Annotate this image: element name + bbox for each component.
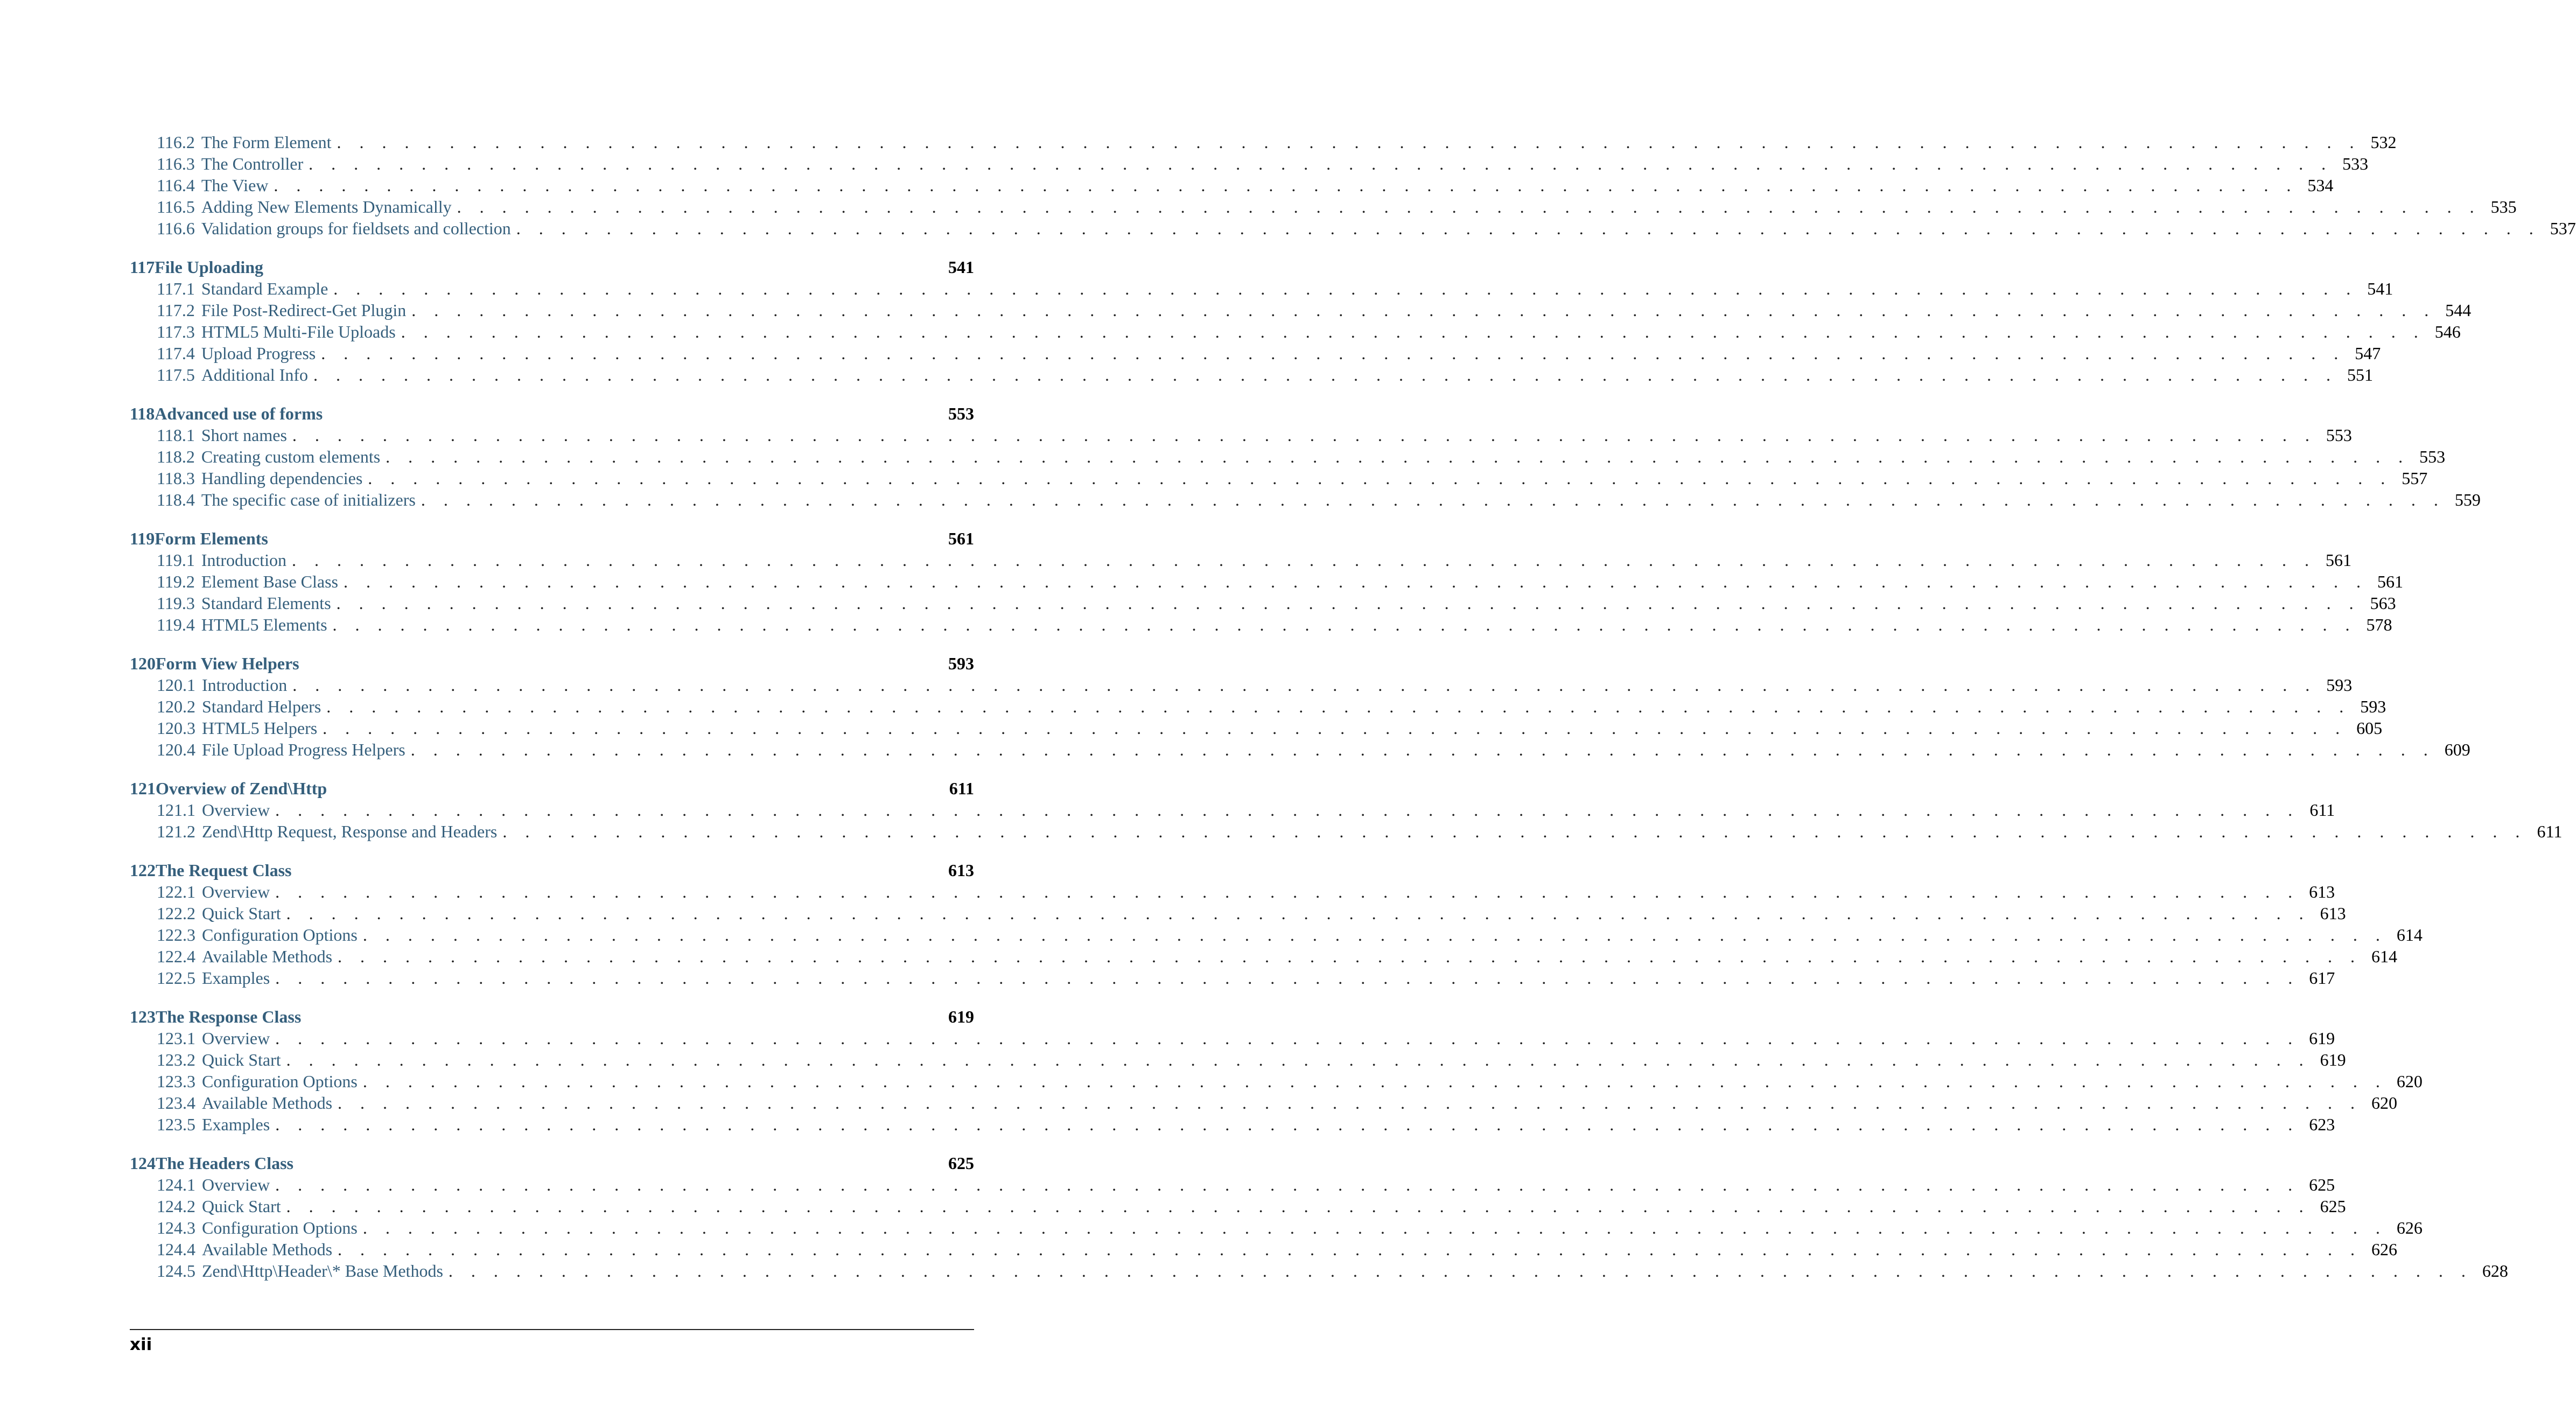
section-title-link[interactable]: File Post-Redirect-Get Plugin <box>201 300 407 320</box>
section-number[interactable]: 118.4 <box>157 490 195 509</box>
dot-leader: . . . . . . . . . . . . . . . . . . . . . . . . . . . . . . . . . . . . . . . . . . . . . . . . . . . . . . . . . . . . . . . . . . . . . . . . . . . . . . . . . . . . . . . . . . <box>362 1218 2387 1237</box>
section-number[interactable]: 122.2 <box>157 904 195 923</box>
section-number[interactable]: 116.4 <box>157 176 195 195</box>
dot-leader: . . . . . . . . . . . . . . . . . . . . . . . . . . . . . . . . . . . . . . . . . . . . . . . . . . . . . . . . . . . . . . . . . . . . . . . . . . . . . . . . . . . . . . . . . . <box>337 132 2361 152</box>
footer-rule <box>130 1329 974 1330</box>
dot-leader: . . . . . . . . . . . . . . . . . . . . . . . . . . . . . . . . . . . . . . . . . . . . . . . . . . . . . . . . . . . . . . . . . . . . . . . . . . . . . . . . . . . . . . . . . . <box>457 197 2481 216</box>
section-page-number: 620 <box>2371 1093 2398 1113</box>
section-page-number: 551 <box>2347 365 2373 384</box>
section-page-number: 541 <box>2367 279 2393 298</box>
section-page-number: 609 <box>2444 740 2470 759</box>
section-page-number: 619 <box>2320 1050 2346 1069</box>
dot-leader: . . . . . . . . . . . . . . . . . . . . . . . . . . . . . . . . . . . . . . . . . . . . . . . . . . . . . . . . . . . . . . . . . . . . . . . . . . . . . . . . . . . . . . . . . . <box>323 718 2347 738</box>
toc-section-entry[interactable] <box>130 196 2517 218</box>
section-title-link[interactable]: HTML5 Multi-File Uploads <box>201 322 396 341</box>
dot-leader: . . . . . . . . . . . . . . . . . . . . . . . . . . . . . . . . . . . . . . . . . . . . . . . . . . . . . . . . . . . . . . . . . . . . . . . . . . . . . . . . . . . . . . . . . . <box>338 1240 2362 1259</box>
section-page-number: 537 <box>2550 219 2576 238</box>
toc-section-entry[interactable] <box>130 881 2335 903</box>
section-page-number: 578 <box>2366 615 2392 634</box>
toc-section-entry[interactable] <box>130 592 2396 614</box>
section-number[interactable]: 123.4 <box>157 1093 195 1113</box>
toc-section-entry[interactable] <box>130 614 2392 635</box>
section-page-number: 561 <box>2326 550 2351 570</box>
dot-leader: . . . . . . . . . . . . . . . . . . . . . . . . . . . . . . . . . . . . . . . . . . . . . . . . . . . . . . . . . . . . . . . . . . . . . . . . . . . . . . . . . . . . . . . . . . <box>502 822 2527 841</box>
toc-section-entry[interactable] <box>130 1092 2398 1114</box>
section-page-number: 532 <box>2370 132 2397 152</box>
toc-section-entry[interactable] <box>130 571 2403 592</box>
toc-chapter-heading[interactable] <box>130 403 974 424</box>
chapter-page-number: 625 <box>948 1153 974 1173</box>
toc-section-entry[interactable] <box>130 739 2470 760</box>
section-title-link[interactable]: Standard Example <box>201 279 328 298</box>
toc-section-entry[interactable] <box>130 467 2428 489</box>
section-number[interactable]: 117.2 <box>157 300 195 320</box>
section-title-link[interactable]: HTML5 Helpers <box>202 718 318 738</box>
section-title-link[interactable]: Available Methods <box>202 1093 333 1113</box>
section-page-number: 533 <box>2342 154 2369 173</box>
section-number[interactable]: 117.1 <box>157 279 195 298</box>
section-page-number: 546 <box>2434 322 2461 341</box>
chapter-title-link[interactable]: 124The Headers Class <box>130 1153 293 1173</box>
toc-chapter-heading[interactable] <box>130 778 974 799</box>
section-number[interactable]: 122.3 <box>157 925 195 945</box>
section-number[interactable]: 123.3 <box>157 1072 195 1091</box>
section-number[interactable]: 119.4 <box>157 615 195 634</box>
dot-leader: . . . . . . . . . . . . . . . . . . . . . . . . . . . . . . . . . . . . . . . . . . . . . . . . . . . . . . . . . . . . . . . . . . . . . . . . . . . . . . . . . . . . . . . . . . <box>516 219 2540 238</box>
section-number[interactable]: 123.2 <box>157 1050 195 1069</box>
section-title-link[interactable]: Adding New Elements Dynamically <box>201 197 452 216</box>
toc-chapter <box>130 1006 2423 1135</box>
dot-leader: . . . . . . . . . . . . . . . . . . . . . . . . . . . . . . . . . . . . . . . . . . . . . . . . . . . . . . . . . . . . . . . . . . . . . . . . . . . . . . . . . . . . . . . . . . <box>343 572 2368 591</box>
section-title-link[interactable]: Creating custom elements <box>201 447 381 466</box>
section-title-link[interactable]: File Upload Progress Helpers <box>202 740 405 759</box>
section-page-number: 626 <box>2396 1218 2423 1237</box>
toc-chapter <box>130 1152 2508 1282</box>
chapter-page-number: 613 <box>948 861 974 880</box>
toc-section-entry[interactable] <box>130 674 2353 696</box>
section-page-number: 628 <box>2482 1261 2508 1281</box>
section-title-link[interactable]: Zend\Http\Header\* Base Methods <box>202 1261 443 1281</box>
section-title-link[interactable]: Zend\Http Request, Response and Headers <box>202 822 498 841</box>
section-number[interactable]: 118.2 <box>157 447 195 466</box>
section-number[interactable]: 121.2 <box>157 822 195 841</box>
toc-section-entry[interactable] <box>130 342 2381 364</box>
section-number[interactable]: 119.2 <box>157 572 195 591</box>
section-title-link[interactable]: Available Methods <box>202 1240 333 1259</box>
chapter-title-link[interactable]: 122The Request Class <box>130 861 292 880</box>
toc-section-entry[interactable] <box>130 821 2563 842</box>
section-page-number: 614 <box>2396 925 2423 945</box>
chapter-page-number: 541 <box>948 257 974 277</box>
dot-leader: . . . . . . . . . . . . . . . . . . . . . . . . . . . . . . . . . . . . . . . . . . . . . . . . . . . . . . . . . . . . . . . . . . . . . . . . . . . . . . . . . . . . . . . . . . <box>362 1072 2387 1091</box>
section-title-link[interactable]: Validation groups for fieldsets and collection <box>201 219 511 238</box>
section-number[interactable]: 116.5 <box>157 197 195 216</box>
toc-section-entry[interactable] <box>130 1239 2398 1260</box>
toc-section-entry[interactable] <box>130 1071 2423 1092</box>
dot-leader: . . . . . . . . . . . . . . . . . . . . . . . . . . . . . . . . . . . . . . . . . . . . . . . . . . . . . . . . . . . . . . . . . . . . . . . . . . . . . . . . . . . . . . . . . . <box>286 1050 2311 1069</box>
section-page-number: 619 <box>2309 1029 2335 1048</box>
toc-section-entry[interactable] <box>130 696 2386 717</box>
toc-section-entry[interactable] <box>130 299 2472 321</box>
section-title-link[interactable]: The Controller <box>201 154 304 173</box>
section-title-link[interactable]: Overview <box>202 882 270 901</box>
section-page-number: 553 <box>2326 425 2352 445</box>
toc-chapter <box>130 131 2576 239</box>
dot-leader: . . . . . . . . . . . . . . . . . . . . . . . . . . . . . . . . . . . . . . . . . . . . . . . . . . . . . . . . . . . . . . . . . . . . . . . . . . . . . . . . . . . . . . . . . . <box>410 740 2435 759</box>
section-number[interactable]: 117.5 <box>157 365 195 384</box>
section-page-number: 561 <box>2377 572 2403 591</box>
section-title-link[interactable]: Configuration Options <box>202 1218 358 1237</box>
toc-section-entry[interactable] <box>130 174 2334 196</box>
section-page-number: 593 <box>2360 697 2386 716</box>
section-number[interactable]: 122.1 <box>157 882 195 901</box>
toc-section-entry[interactable] <box>130 549 2351 571</box>
section-title-link[interactable]: Overview <box>202 1175 270 1194</box>
section-page-number: 620 <box>2396 1072 2423 1091</box>
section-number[interactable]: 117.3 <box>157 322 195 341</box>
section-page-number: 557 <box>2402 468 2428 488</box>
toc-chapter <box>130 653 2470 760</box>
section-number[interactable]: 120.2 <box>157 697 195 716</box>
toc-section-entry[interactable] <box>130 1114 2335 1135</box>
section-page-number: 534 <box>2307 176 2334 195</box>
section-page-number: 553 <box>2419 447 2446 466</box>
dot-leader: . . . . . . . . . . . . . . . . . . . . . . . . . . . . . . . . . . . . . . . . . . . . . . . . . . . . . . . . . . . . . . . . . . . . . . . . . . . . . . . . . . . . . . . . . . <box>411 300 2436 320</box>
dot-leader: . . . . . . . . . . . . . . . . . . . . . . . . . . . . . . . . . . . . . . . . . . . . . . . . . . . . . . . . . . . . . . . . . . . . . . . . . . . . . . . . . . . . . . . . . . <box>336 593 2361 613</box>
dot-leader: . . . . . . . . . . . . . . . . . . . . . . . . . . . . . . . . . . . . . . . . . . . . . . . . . . . . . . . . . . . . . . . . . . . . . . . . . . . . . . . . . . . . . . . . . . <box>448 1261 2473 1281</box>
toc-section-entry[interactable] <box>130 218 2576 239</box>
section-page-number: 613 <box>2320 904 2346 923</box>
toc-chapter <box>130 859 2423 989</box>
dot-leader: . . . . . . . . . . . . . . . . . . . . . . . . . . . . . . . . . . . . . . . . . . . . . . . . . . . . . . . . . . . . . . . . . . . . . . . . . . . . . . . . . . . . . . . . . . <box>401 322 2425 341</box>
chapter-title-link[interactable]: 121Overview of Zend\Http <box>130 779 327 798</box>
toc-section-entry[interactable] <box>130 321 2461 342</box>
toc-chapter-heading[interactable] <box>130 859 974 881</box>
toc-section-entry[interactable] <box>130 131 2397 153</box>
dot-leader: . . . . . . . . . . . . . . . . . . . . . . . . . . . . . . . . . . . . . . . . . . . . . . . . . . . . . . . . . . . . . . . . . . . . . . . . . . . . . . . . . . . . . . . . . . <box>275 1175 2300 1194</box>
toc-section-entry[interactable] <box>130 1260 2508 1282</box>
dot-leader: . . . . . . . . . . . . . . . . . . . . . . . . . . . . . . . . . . . . . . . . . . . . . . . . . . . . . . . . . . . . . . . . . . . . . . . . . . . . . . . . . . . . . . . . . . <box>275 968 2300 988</box>
section-title-link[interactable]: HTML5 Elements <box>201 615 327 634</box>
toc-section-entry[interactable] <box>130 489 2481 510</box>
section-number[interactable]: 116.2 <box>157 132 195 152</box>
dot-leader: . . . . . . . . . . . . . . . . . . . . . . . . . . . . . . . . . . . . . . . . . . . . . . . . . . . . . . . . . . . . . . . . . . . . . . . . . . . . . . . . . . . . . . . . . . <box>275 1029 2300 1048</box>
section-number[interactable]: 118.3 <box>157 468 195 488</box>
chapter-page-number: 561 <box>948 529 974 548</box>
toc-section-entry[interactable] <box>130 967 2335 989</box>
toc-section-entry[interactable] <box>130 364 2373 386</box>
chapter-title-link[interactable]: 118Advanced use of forms <box>130 404 323 423</box>
toc-section-entry[interactable] <box>130 446 2446 467</box>
section-number[interactable]: 124.2 <box>157 1197 195 1216</box>
section-page-number: 623 <box>2309 1115 2335 1134</box>
section-title-link[interactable]: Element Base Class <box>201 572 338 591</box>
dot-leader: . . . . . . . . . . . . . . . . . . . . . . . . . . . . . . . . . . . . . . . . . . . . . . . . . . . . . . . . . . . . . . . . . . . . . . . . . . . . . . . . . . . . . . . . . . <box>292 425 2316 445</box>
toc-section-entry[interactable] <box>130 799 2335 821</box>
toc-chapter-heading[interactable] <box>130 256 974 278</box>
section-number[interactable]: 119.1 <box>157 550 195 570</box>
dot-leader: . . . . . . . . . . . . . . . . . . . . . . . . . . . . . . . . . . . . . . . . . . . . . . . . . . . . . . . . . . . . . . . . . . . . . . . . . . . . . . . . . . . . . . . . . . <box>338 947 2362 966</box>
section-page-number: 625 <box>2320 1197 2346 1216</box>
section-title-link[interactable]: Additional Info <box>201 365 308 384</box>
section-number[interactable]: 119.3 <box>157 593 195 613</box>
toc-section-entry[interactable] <box>130 1174 2335 1195</box>
chapter-page-number: 593 <box>948 654 974 673</box>
toc-chapter-heading[interactable] <box>130 1006 974 1027</box>
section-page-number: 614 <box>2371 947 2398 966</box>
section-title-link[interactable]: The View <box>201 176 269 195</box>
toc-chapter <box>130 528 2403 635</box>
section-title-link[interactable]: Examples <box>202 968 270 988</box>
dot-leader: . . . . . . . . . . . . . . . . . . . . . . . . . . . . . . . . . . . . . . . . . . . . . . . . . . . . . . . . . . . . . . . . . . . . . . . . . . . . . . . . . . . . . . . . . . <box>321 344 2346 363</box>
section-page-number: 535 <box>2490 197 2517 216</box>
toc-section-entry[interactable] <box>130 1195 2346 1217</box>
section-page-number: 613 <box>2309 882 2335 901</box>
section-title-link[interactable]: Introduction <box>201 550 286 570</box>
footer-page-number: xii <box>130 1335 152 1354</box>
dot-leader: . . . . . . . . . . . . . . . . . . . . . . . . . . . . . . . . . . . . . . . . . . . . . . . . . . . . . . . . . . . . . . . . . . . . . . . . . . . . . . . . . . . . . . . . . . <box>275 1115 2300 1134</box>
section-page-number: 593 <box>2326 675 2353 695</box>
dot-leader: . . . . . . . . . . . . . . . . . . . . . . . . . . . . . . . . . . . . . . . . . . . . . . . . . . . . . . . . . . . . . . . . . . . . . . . . . . . . . . . . . . . . . . . . . . <box>326 697 2351 716</box>
section-page-number: 626 <box>2371 1240 2398 1259</box>
chapter-page-number: 553 <box>948 404 974 423</box>
dot-leader: . . . . . . . . . . . . . . . . . . . . . . . . . . . . . . . . . . . . . . . . . . . . . . . . . . . . . . . . . . . . . . . . . . . . . . . . . . . . . . . . . . . . . . . . . . <box>368 468 2392 488</box>
section-title-link[interactable]: Standard Elements <box>201 593 331 613</box>
section-number[interactable]: 117.4 <box>157 344 195 363</box>
chapter-title-link[interactable]: 120Form View Helpers <box>130 654 299 673</box>
dot-leader: . . . . . . . . . . . . . . . . . . . . . . . . . . . . . . . . . . . . . . . . . . . . . . . . . . . . . . . . . . . . . . . . . . . . . . . . . . . . . . . . . . . . . . . . . . <box>332 615 2357 634</box>
section-title-link[interactable]: Quick Start <box>202 1050 281 1069</box>
section-title-link[interactable]: Upload Progress <box>201 344 316 363</box>
section-title-link[interactable]: Short names <box>201 425 287 445</box>
section-number[interactable]: 118.1 <box>157 425 195 445</box>
dot-leader: . . . . . . . . . . . . . . . . . . . . . . . . . . . . . . . . . . . . . . . . . . . . . . . . . . . . . . . . . . . . . . . . . . . . . . . . . . . . . . . . . . . . . . . . . . <box>286 1197 2311 1216</box>
section-page-number: 559 <box>2454 490 2481 509</box>
toc-section-entry[interactable] <box>130 278 2393 299</box>
chapter-title-link[interactable]: 119Form Elements <box>130 529 268 548</box>
toc-section-entry[interactable] <box>130 1049 2346 1071</box>
dot-leader: . . . . . . . . . . . . . . . . . . . . . . . . . . . . . . . . . . . . . . . . . . . . . . . . . . . . . . . . . . . . . . . . . . . . . . . . . . . . . . . . . . . . . . . . . . <box>292 550 2316 570</box>
section-title-link[interactable]: Introduction <box>202 675 288 695</box>
section-title-link[interactable]: Handling dependencies <box>201 468 363 488</box>
dot-leader: . . . . . . . . . . . . . . . . . . . . . . . . . . . . . . . . . . . . . . . . . . . . . . . . . . . . . . . . . . . . . . . . . . . . . . . . . . . . . . . . . . . . . . . . . . <box>362 925 2387 945</box>
toc-section-entry[interactable] <box>130 1027 2335 1049</box>
section-number[interactable]: 120.1 <box>157 675 195 695</box>
section-number[interactable]: 116.3 <box>157 154 195 173</box>
dot-leader: . . . . . . . . . . . . . . . . . . . . . . . . . . . . . . . . . . . . . . . . . . . . . . . . . . . . . . . . . . . . . . . . . . . . . . . . . . . . . . . . . . . . . . . . . . <box>421 490 2445 509</box>
section-page-number: 605 <box>2356 718 2383 738</box>
section-title-link[interactable]: Examples <box>202 1115 270 1134</box>
section-number[interactable]: 116.6 <box>157 219 195 238</box>
section-number[interactable]: 120.4 <box>157 740 195 759</box>
section-page-number: 547 <box>2355 344 2381 363</box>
dot-leader: . . . . . . . . . . . . . . . . . . . . . . . . . . . . . . . . . . . . . . . . . . . . . . . . . . . . . . . . . . . . . . . . . . . . . . . . . . . . . . . . . . . . . . . . . . <box>274 176 2298 195</box>
dot-leader: . . . . . . . . . . . . . . . . . . . . . . . . . . . . . . . . . . . . . . . . . . . . . . . . . . . . . . . . . . . . . . . . . . . . . . . . . . . . . . . . . . . . . . . . . . <box>292 675 2317 695</box>
section-page-number: 611 <box>2309 800 2335 820</box>
dot-leader: . . . . . . . . . . . . . . . . . . . . . . . . . . . . . . . . . . . . . . . . . . . . . . . . . . . . . . . . . . . . . . . . . . . . . . . . . . . . . . . . . . . . . . . . . . <box>333 279 2358 298</box>
section-title-link[interactable]: Overview <box>202 1029 270 1048</box>
toc-chapter-heading[interactable] <box>130 653 974 674</box>
toc-chapter <box>130 403 2481 510</box>
dot-leader: . . . . . . . . . . . . . . . . . . . . . . . . . . . . . . . . . . . . . . . . . . . . . . . . . . . . . . . . . . . . . . . . . . . . . . . . . . . . . . . . . . . . . . . . . . <box>275 800 2300 820</box>
section-title-link[interactable]: Quick Start <box>202 904 281 923</box>
toc-section-entry[interactable] <box>130 1217 2423 1239</box>
toc-section-entry[interactable] <box>130 424 2352 446</box>
toc-chapter <box>130 778 2563 842</box>
section-number[interactable]: 124.4 <box>157 1240 195 1259</box>
section-number[interactable]: 121.1 <box>157 800 195 820</box>
section-title-link[interactable]: Configuration Options <box>202 925 358 945</box>
chapter-title-link[interactable]: 117File Uploading <box>130 257 264 277</box>
table-of-contents <box>130 131 2576 1299</box>
toc-section-entry[interactable] <box>130 717 2383 739</box>
section-title-link[interactable]: The Form Element <box>201 132 332 152</box>
dot-leader: . . . . . . . . . . . . . . . . . . . . . . . . . . . . . . . . . . . . . . . . . . . . . . . . . . . . . . . . . . . . . . . . . . . . . . . . . . . . . . . . . . . . . . . . . . <box>338 1093 2362 1113</box>
section-number[interactable]: 120.3 <box>157 718 195 738</box>
chapter-page-number: 611 <box>949 779 974 798</box>
dot-leader: . . . . . . . . . . . . . . . . . . . . . . . . . . . . . . . . . . . . . . . . . . . . . . . . . . . . . . . . . . . . . . . . . . . . . . . . . . . . . . . . . . . . . . . . . . <box>309 154 2333 173</box>
dot-leader: . . . . . . . . . . . . . . . . . . . . . . . . . . . . . . . . . . . . . . . . . . . . . . . . . . . . . . . . . . . . . . . . . . . . . . . . . . . . . . . . . . . . . . . . . . <box>286 904 2311 923</box>
section-title-link[interactable]: Overview <box>202 800 270 820</box>
section-page-number: 563 <box>2370 593 2396 613</box>
toc-chapter <box>130 256 2472 386</box>
toc-section-entry[interactable] <box>130 903 2346 924</box>
dot-leader: . . . . . . . . . . . . . . . . . . . . . . . . . . . . . . . . . . . . . . . . . . . . . . . . . . . . . . . . . . . . . . . . . . . . . . . . . . . . . . . . . . . . . . . . . . <box>386 447 2410 466</box>
section-number[interactable]: 124.1 <box>157 1175 195 1194</box>
toc-chapter-heading[interactable] <box>130 1152 974 1174</box>
toc-section-entry[interactable] <box>130 946 2398 967</box>
section-number[interactable]: 122.5 <box>157 968 195 988</box>
chapter-title-link[interactable]: 123The Response Class <box>130 1007 302 1026</box>
toc-section-entry[interactable] <box>130 153 2369 174</box>
section-page-number: 611 <box>2537 822 2563 841</box>
section-number[interactable]: 122.4 <box>157 947 195 966</box>
section-number[interactable]: 123.5 <box>157 1115 195 1134</box>
toc-section-entry[interactable] <box>130 924 2423 946</box>
section-number[interactable]: 124.5 <box>157 1261 195 1281</box>
section-number[interactable]: 124.3 <box>157 1218 195 1237</box>
section-title-link[interactable]: Available Methods <box>202 947 333 966</box>
section-title-link[interactable]: Configuration Options <box>202 1072 358 1091</box>
section-title-link[interactable]: The specific case of initializers <box>201 490 416 509</box>
dot-leader: . . . . . . . . . . . . . . . . . . . . . . . . . . . . . . . . . . . . . . . . . . . . . . . . . . . . . . . . . . . . . . . . . . . . . . . . . . . . . . . . . . . . . . . . . . <box>313 365 2337 384</box>
section-title-link[interactable]: Quick Start <box>202 1197 281 1216</box>
chapter-page-number: 619 <box>948 1007 974 1026</box>
section-page-number: 617 <box>2309 968 2335 988</box>
toc-chapter-heading[interactable] <box>130 528 974 549</box>
dot-leader: . . . . . . . . . . . . . . . . . . . . . . . . . . . . . . . . . . . . . . . . . . . . . . . . . . . . . . . . . . . . . . . . . . . . . . . . . . . . . . . . . . . . . . . . . . <box>275 882 2300 901</box>
section-title-link[interactable]: Standard Helpers <box>202 697 321 716</box>
section-page-number: 625 <box>2309 1175 2335 1194</box>
section-number[interactable]: 123.1 <box>157 1029 195 1048</box>
section-page-number: 544 <box>2445 300 2472 320</box>
